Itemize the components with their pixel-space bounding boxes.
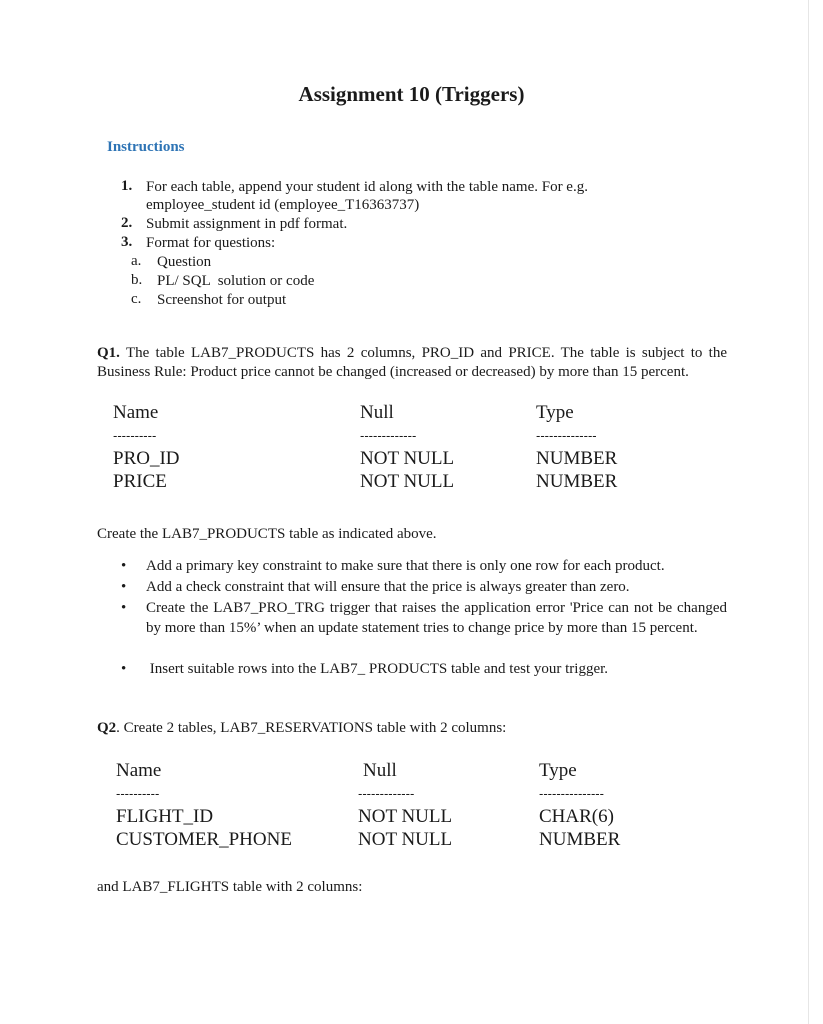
q1-table-header-null: Null (360, 402, 394, 423)
document-title: Assignment 10 (Triggers) (298, 82, 525, 106)
q1-table-dash-name: ---------- (113, 428, 157, 443)
q1-table-header-type: Type (536, 402, 574, 423)
q1-table-row2-name: PRICE (113, 471, 167, 492)
instruction-item-1-line2: employee_student id (employee_T16363737) (146, 197, 420, 213)
sub-item-b: PL/ SQL solution or code (157, 273, 315, 289)
q2-table-header-type: Type (539, 760, 577, 781)
q1-table-row1-null: NOT NULL (360, 448, 455, 469)
instruction-number-2: 2. (121, 215, 133, 231)
q1-label: Q1. (97, 345, 120, 361)
q2-table-header-name: Name (116, 760, 162, 781)
q1-table-row1-name: PRO_ID (113, 448, 180, 469)
q1-bullet-4: Insert suitable rows into the LAB7_ PRODUCTS table and test your trigger. (146, 661, 609, 677)
q2-table-dash-name: ---------- (116, 786, 160, 801)
q2-table-dash-type: --------------- (539, 786, 604, 801)
sub-item-letter-c: c. (131, 291, 142, 307)
q1-table-dash-null: ------------- (360, 428, 417, 443)
q1-bullet-dot-2: • (121, 579, 127, 595)
q2-table-row1-name: FLIGHT_ID (116, 806, 214, 827)
q1-table-row2-null: NOT NULL (360, 471, 455, 492)
sub-item-a: Question (157, 254, 212, 270)
q1-table-dash-type: -------------- (536, 428, 597, 443)
q2-table-row2-null: NOT NULL (358, 829, 453, 850)
q1-text (97, 344, 727, 382)
q1-table-row1-type: NUMBER (536, 448, 618, 469)
q1-bullet-dot-1: • (121, 558, 127, 574)
q1-body: The table LAB7_PRODUCTS has 2 columns, PRO_ID and PRICE. The table is subject to the Business Rule: Product price cannot be changed (increased or decreased) by more than 15 percent. (97, 345, 727, 380)
instruction-item-3: Format for questions: (146, 235, 276, 251)
sub-item-c: Screenshot for output (157, 292, 287, 308)
q1-bullet-3: Create the LAB7_PRO_TRG trigger that raises the application error 'Price can not be changed by more than 15%’ when an update statement tries to change price by more than 15 percent. (146, 600, 727, 636)
q1-bullet-2: Add a check constraint that will ensure that the price is always greater than zero. (146, 579, 630, 595)
instructions-heading: Instructions (107, 139, 185, 155)
q2-table-dash-null: ------------- (358, 786, 415, 801)
q1-table-header-name: Name (113, 402, 159, 423)
q2-after-text: and LAB7_FLIGHTS table with 2 columns: (97, 879, 363, 895)
q1-bullet-dot-3: • (121, 600, 127, 616)
q1-bullet-1: Add a primary key constraint to make sure that there is only one row for each product. (146, 558, 665, 574)
q1-bullet-dot-4: • (121, 661, 127, 677)
q2-table-row2-name: CUSTOMER_PHONE (116, 829, 292, 850)
q2-text (97, 719, 727, 738)
instruction-item-2: Submit assignment in pdf format. (146, 216, 348, 232)
page-edge (808, 0, 809, 1024)
instruction-number-3: 3. (121, 234, 133, 250)
q2-table-header-null: Null (363, 760, 397, 781)
q2-table-row1-type: CHAR(6) (539, 806, 614, 827)
instruction-number-1: 1. (121, 178, 133, 194)
q1-table-row2-type: NUMBER (536, 471, 618, 492)
instruction-item-1-line1: For each table, append your student id along with the table name. For e.g. (146, 179, 588, 195)
q2-table-row2-type: NUMBER (539, 829, 621, 850)
q1-create-text: Create the LAB7_PRODUCTS table as indicated above. (97, 526, 437, 542)
sub-item-letter-a: a. (131, 253, 142, 269)
q2-label: Q2 (97, 720, 117, 736)
q2-body: . Create 2 tables, LAB7_RESERVATIONS table with 2 columns: (116, 720, 507, 736)
q2-table-row1-null: NOT NULL (358, 806, 453, 827)
sub-item-letter-b: b. (131, 272, 143, 288)
